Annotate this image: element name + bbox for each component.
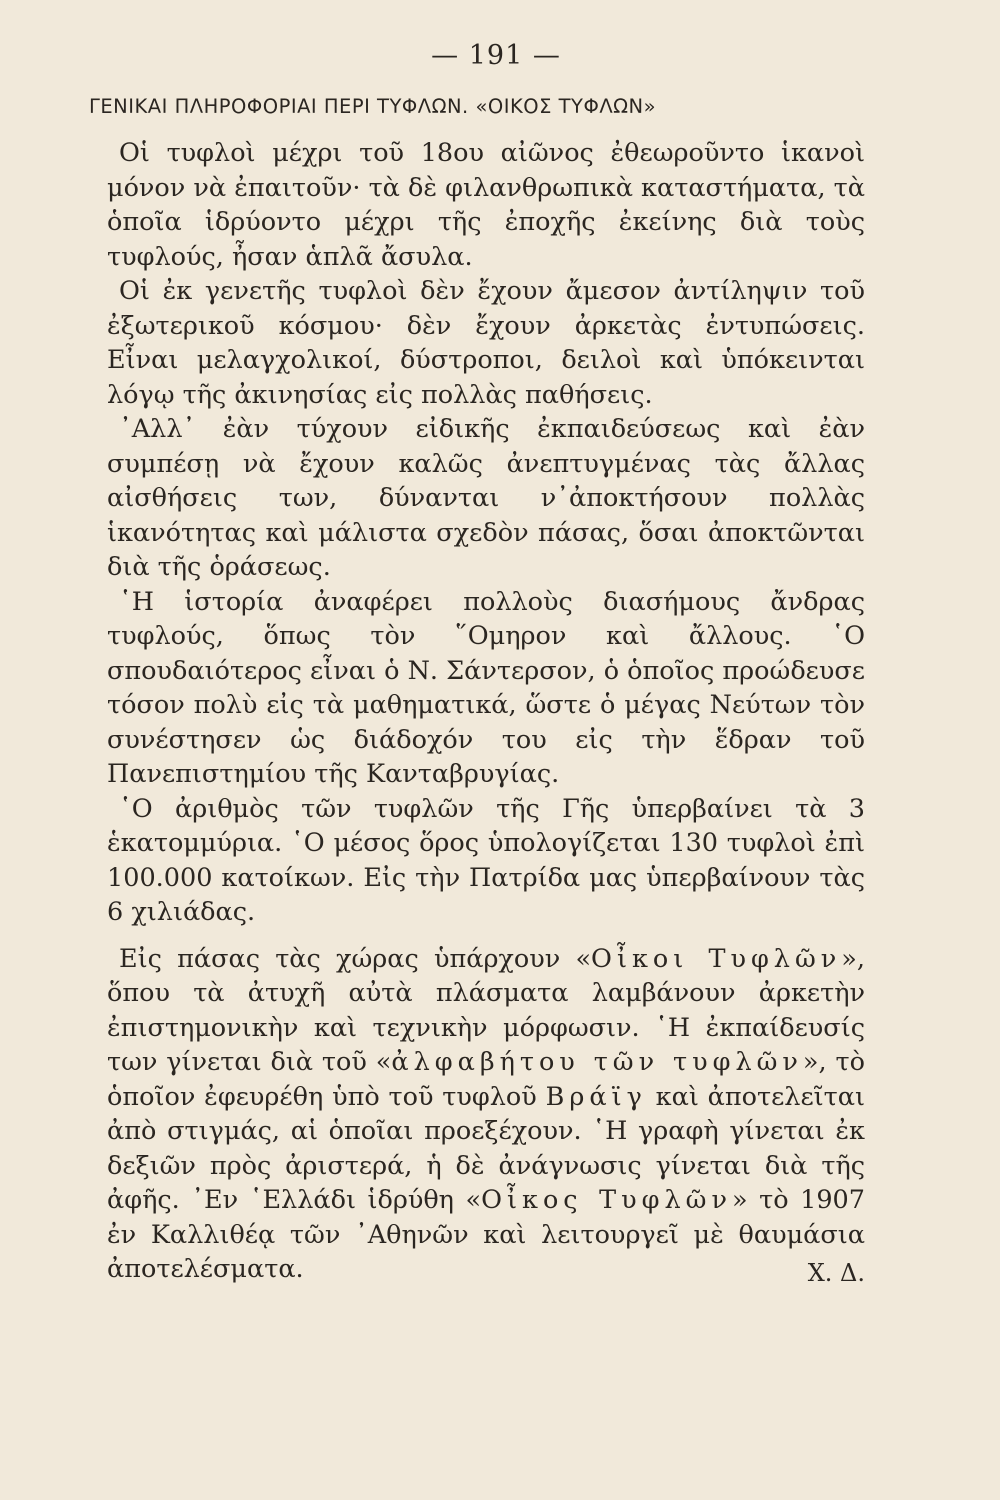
text-run: Εἰς πάσας τὰς χώρας ὑπάρχουν «: [119, 943, 592, 974]
paragraph-6: [107, 942, 865, 1287]
text-run: » τὸ 1907 ἐν Καλλιθέᾳ τῶν ᾿Αθηνῶν καὶ λειτουργεῖ μὲ θαυμάσια ἀποτελέσματα.: [107, 1185, 865, 1284]
paragraph-4: ῾Η ἱστορία ἀναφέρει πολλοὺς διασήμους ἄνδρας τυφλούς, ὅπως τὸν ῞Ομηρον καὶ ἄλλους. ῾Ο σπουδαιότερος εἶναι ὁ Ν. Σάντερσον, ὁ ὁποῖος προώδευσε τόσον πολὺ εἰς τὰ μαθηματικά, ὥστε ὁ μέγας Νεύτων τὸν συνέστησεν ὡς διάδοχόν του εἰς τὴν ἕδραν τοῦ Πανεπιστημίου τῆς Κανταβρυγίας.: [107, 586, 865, 789]
paragraph-5: ῾Ο ἀριθμὸς τῶν τυφλῶν τῆς Γῆς ὑπερβαίνει τὰ 3 ἑκατομμύρια. ῾Ο μέσος ὅρος ὑπολογίζεται 130 τυφλοὶ ἐπὶ 100.000 κατοίκων. Εἰς τὴν Πατρίδα μας ὑπερβαίνουν τὰς 6 χιλιάδας.: [107, 793, 865, 927]
author-signature: Χ. Δ.: [807, 1258, 865, 1287]
text-run: », ὅπου τὰ ἀτυχῆ αὐτὰ πλάσματα λαμβάνουν ἀρκετὴν ἐπιστημονικὴν καὶ τεχνικὴν μόρφωσιν. ῾Η ἐκπαίδευσίς των γίνεται διὰ τοῦ «: [107, 943, 865, 1077]
spaced-term: ἀλφαβήτου τῶν τυφλῶν: [391, 1047, 803, 1077]
spaced-term: Οἶκοι Τυφλῶν: [591, 943, 842, 974]
article-heading: ΓΕΝΙΚΑΙ ΠΛΗΡΟΦΟΡΙΑΙ ΠΕΡΙ ΤΥΦΛΩΝ. «ΟΙΚΟΣ ΤΥΦΛΩΝ»: [89, 95, 657, 118]
page-number: — 191 —: [431, 40, 561, 71]
article-body: [107, 136, 865, 1287]
spaced-term: Οἶκος Τυφλῶν: [481, 1185, 732, 1215]
text-run: », τὸ ὁποῖον ἐφευρέθη ὑπὸ τοῦ τυφλοῦ: [107, 1047, 865, 1112]
paragraph-1: Οἱ τυφλοὶ μέχρι τοῦ 18ου αἰῶνος ἐθεωροῦντο ἱκανοὶ μόνον νὰ ἐπαιτοῦν· τὰ δὲ φιλανθρωπικὰ καταστήματα, τὰ ὁποῖα ἱδρύοντο μέχρι τῆς ἐποχῆς ἐκείνης διὰ τοὺς τυφλούς, ἦσαν ἁπλᾶ ἄσυλα.: [107, 138, 865, 272]
paragraph-3: ᾿Αλλ᾿ ἐὰν τύχουν εἰδικῆς ἐκπαιδεύσεως καὶ ἐὰν συμπέσῃ νὰ ἔχουν καλῶς ἀνεπτυγμένας τὰς ἄλλας αἰσθήσεις των, δύνανται ν᾿ἀποκτήσουν πολλὰς ἱκανότητας καὶ μάλιστα σχεδὸν πάσας, ὅσαι ἀποκτῶνται διὰ τῆς ὁράσεως.: [107, 414, 865, 582]
spaced-term: Βράϊγ: [545, 1081, 647, 1112]
text-run: καὶ ἀποτελεῖται ἀπὸ στιγμάς, αἱ ὁποῖαι προεξέχουν. ῾Η γραφὴ γίνεται ἐκ δεξιῶν πρὸς ἀριστερά, ἡ δὲ ἀνάγνωσις γίνεται διὰ τῆς ἀφῆς. ᾿Εν ῾Ελλάδι ἱδρύθη «: [107, 1081, 865, 1215]
paragraph-2: Οἱ ἐκ γενετῆς τυφλοὶ δὲν ἔχουν ἄμεσον ἀντίληψιν τοῦ ἐξωτερικοῦ κόσμου· δὲν ἔχουν ἀρκετὰς ἐντυπώσεις. Εἶναι μελαγχολικοί, δύστροποι, δειλοὶ καὶ ὑπόκεινται λόγῳ τῆς ἀκινησίας εἰς πολλὰς παθήσεις.: [107, 276, 865, 410]
